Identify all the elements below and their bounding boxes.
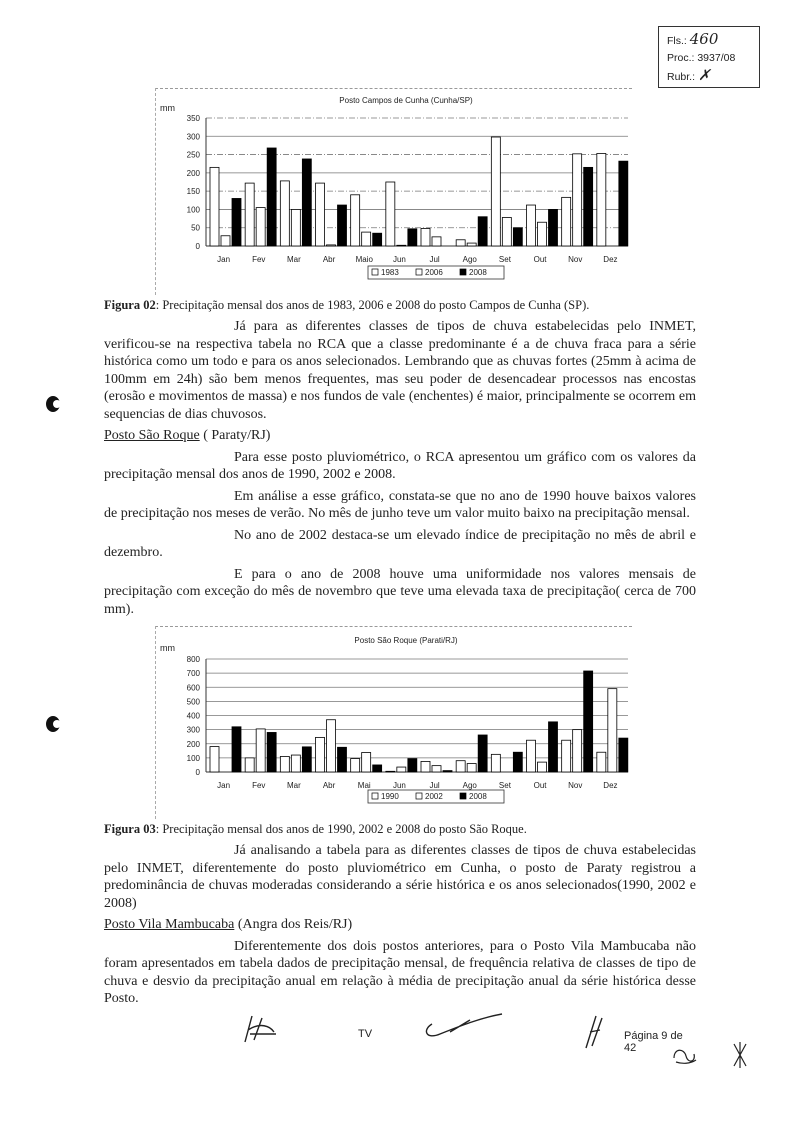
y-tick-label: 0 (195, 242, 200, 251)
legend-swatch-2002 (416, 793, 422, 799)
y-tick-label: 200 (186, 168, 200, 178)
bar-2008-Dez (619, 161, 628, 246)
legend-label-2002: 2002 (425, 792, 443, 801)
section-heading-vila-mambucaba (104, 916, 696, 934)
x-tick-label: Set (498, 255, 511, 264)
bar-1983-Nov (562, 197, 571, 246)
bar-2008-Ago (478, 217, 487, 246)
bar-1983-Fev (245, 183, 254, 246)
figure-2-caption (104, 297, 696, 313)
bar-2008-Nov (584, 671, 593, 772)
bar-1990-Ago (456, 761, 465, 772)
y-axis-label: mm (160, 103, 175, 113)
legend-swatch-1983 (372, 269, 378, 275)
caption-label: Figura 03 (104, 822, 156, 836)
bar-2008-Maio (373, 233, 382, 246)
bar-1983-Jun (386, 182, 395, 246)
bar-2008-Fev (267, 148, 276, 246)
bar-2006-Jul (432, 237, 441, 246)
x-tick-label: Jan (217, 781, 231, 790)
bar-2008-Mai (373, 765, 382, 772)
x-tick-label: Mai (357, 781, 371, 790)
bar-2008-Abr (338, 747, 347, 772)
bar-2008-Abr (338, 205, 347, 246)
bar-2002-Mai (362, 753, 371, 772)
chart-svg (156, 89, 632, 295)
y-axis-label: mm (160, 643, 175, 653)
paragraph: Em análise a esse gráfico, constata-se que no ano de 1990 houve baixos valores de precipitação nos meses de verão. No mês de junho teve um valor muito baixo na precipitação mensal. (104, 488, 696, 521)
x-tick-label: Abr (322, 255, 336, 264)
caption-text: : Precipitação mensal dos anos de 1990, 2002 e 2008 do posto São Roque. (155, 822, 527, 836)
bar-2008-Fev (267, 732, 276, 772)
legend-swatch-1990 (372, 793, 378, 799)
bar-2002-Dez (608, 689, 617, 772)
x-tick-label: Ago (462, 255, 477, 264)
bar-1990-Nov (562, 740, 571, 772)
figure-3-caption (104, 821, 696, 837)
page-number: Página 9 de 42 (624, 1029, 683, 1054)
bar-2008-Mar (302, 159, 311, 246)
bar-2008-Ago (478, 735, 487, 772)
bar-1983-Jan (210, 167, 219, 246)
bar-2008-Jan (232, 198, 241, 246)
bar-2006-Set (502, 217, 511, 246)
bar-2008-Jun (408, 759, 417, 772)
y-tick-label: 150 (186, 187, 200, 197)
bar-2002-Out (538, 762, 547, 772)
proc-label: Proc.: 3937/08 (667, 52, 736, 64)
bar-2006-Abr (327, 245, 336, 246)
legend-swatch-2008 (460, 269, 466, 275)
heading-underlined: Posto Vila Mambucaba (104, 917, 235, 932)
bar-2006-Ago (467, 243, 476, 246)
binder-hole-mark (46, 396, 60, 412)
text-column (104, 88, 696, 1068)
bar-1990-Fev (245, 758, 254, 772)
bar-1983-Ago (456, 240, 465, 246)
x-tick-label: Out (533, 781, 547, 790)
paragraph: No ano de 2002 destaca-se um elevado índice de precipitação no mês de abril e dezembro. (104, 527, 696, 560)
bar-1990-Mar (280, 756, 289, 772)
bar-2008-Jan (232, 727, 241, 772)
x-tick-label: Jul (429, 781, 440, 790)
bar-2008-Jun (408, 229, 417, 246)
fls-value: 460 (689, 30, 719, 48)
x-tick-label: Nov (568, 255, 583, 264)
bar-1983-Abr (316, 183, 325, 246)
signature-2 (420, 1012, 510, 1042)
signature-1 (240, 1012, 280, 1046)
y-tick-label: 300 (186, 725, 200, 735)
bar-1990-Jul (421, 761, 430, 772)
chart-sao-roque (155, 626, 632, 819)
y-tick-label: 350 (186, 114, 200, 123)
y-tick-label: 800 (186, 655, 200, 664)
bar-1990-Abr (316, 737, 325, 772)
y-tick-label: 0 (195, 768, 200, 777)
paragraph: E para o ano de 2008 houve uma uniformidade nos valores mensais de precipitação com exceção do mês de novembro que teve uma elevada taxa de precipitação( cerca de 700 mm). (104, 566, 696, 617)
y-tick-label: 250 (186, 150, 200, 160)
y-tick-label: 700 (186, 669, 200, 679)
bar-1990-Set (491, 754, 500, 772)
paragraph: Para esse posto pluviométrico, o RCA apresentou um gráfico com os valores da precipitação mensal dos anos de 1990, 2002 e 2008. (104, 449, 696, 482)
bar-2002-Ago (467, 764, 476, 772)
chart-title: Posto São Roque (Parati/RJ) (354, 636, 458, 645)
binder-hole-mark (46, 716, 60, 732)
y-tick-label: 200 (186, 739, 200, 749)
x-tick-label: Nov (568, 781, 583, 790)
x-tick-label: Fev (252, 255, 266, 264)
rubr-label: Rubr.: (667, 71, 696, 83)
legend-label-2008: 2008 (469, 792, 487, 801)
y-tick-label: 100 (186, 205, 200, 215)
bar-2006-Out (538, 222, 547, 246)
legend-swatch-2006 (416, 269, 422, 275)
legend-label-1983: 1983 (381, 268, 399, 277)
section-heading-sao-roque (104, 427, 696, 445)
x-tick-label: Jul (429, 255, 440, 264)
x-tick-label: Mar (287, 781, 301, 790)
bar-2002-Abr (327, 720, 336, 772)
x-tick-label: Ago (462, 781, 477, 790)
bar-1990-Out (527, 740, 536, 772)
x-tick-label: Abr (322, 781, 336, 790)
bar-1990-Dez (597, 752, 606, 772)
y-tick-label: 300 (186, 132, 200, 142)
y-tick-label: 100 (186, 753, 200, 763)
footer-initials: TV (358, 1027, 373, 1040)
x-tick-label: Out (533, 255, 547, 264)
bar-2002-Jul (432, 766, 441, 772)
heading-underlined: Posto São Roque (104, 428, 200, 443)
bar-2008-Dez (619, 738, 628, 772)
signature-5 (730, 1040, 750, 1070)
bar-2008-Nov (584, 167, 593, 246)
paragraph: Já para as diferentes classes de tipos de chuva estabelecidas pelo INMET, verificou-se na respectiva tabela no RCA que a classe predominante é a de chuva fraca para a série histórica como um todo e para os anos selecionados. Lembrando que as chuvas fortes (25mm à acima de 100mm em 24h) são bem menos frequentes, mas seu poder de desencadear processos nas encostas (erosão e movimentos de massa) e nos fundos de vale (enchentes) é maior, principalmente se ocorrem em sequencias de dias chuvosos. (104, 319, 696, 422)
paragraph: Já analisando a tabela para as diferentes classes de tipos de chuva estabelecidas pelo INMET, diferentemente do posto pluviométrico em Cunha, o posto de Paraty registrou a predominância de chuvas moderadas considerando a série histórica e os anos selecionados(1990, 2002 e 2008) (104, 843, 696, 911)
legend-label-2006: 2006 (425, 268, 443, 277)
bar-2008-Set (513, 228, 522, 246)
chart-campos-de-cunha (155, 88, 632, 295)
bar-1990-Jun (386, 771, 395, 772)
y-tick-label: 600 (186, 683, 200, 693)
x-tick-label: Fev (252, 781, 266, 790)
rubr-signature: ✗ (697, 66, 711, 84)
x-tick-label: Maio (355, 255, 373, 264)
x-tick-label: Jan (217, 255, 231, 264)
caption-text: : Precipitação mensal dos anos de 1983, 2006 e 2008 do posto Campos de Cunha (SP). (155, 298, 590, 312)
bar-2008-Out (549, 209, 558, 246)
bar-1983-Out (527, 205, 536, 246)
bar-2002-Fev (256, 729, 265, 772)
bar-1983-Set (491, 137, 500, 246)
chart-svg (156, 627, 632, 819)
bar-1983-Dez (597, 153, 606, 246)
x-tick-label: Mar (287, 255, 301, 264)
bar-2006-Maio (362, 232, 371, 246)
chart-title: Posto Campos de Cunha (Cunha/SP) (339, 96, 473, 105)
heading-rest: (Angra dos Reis/RJ) (234, 917, 353, 932)
legend-label-2008: 2008 (469, 268, 487, 277)
bar-2008-Out (549, 722, 558, 772)
y-tick-label: 500 (186, 697, 200, 707)
bar-1990-Mai (351, 759, 360, 772)
x-tick-label: Dez (603, 781, 618, 790)
bar-2002-Nov (573, 730, 582, 772)
bar-2008-Jul (443, 771, 452, 772)
bar-2008-Mar (302, 747, 311, 772)
legend-swatch-2008 (460, 793, 466, 799)
bar-1983-Mar (280, 181, 289, 246)
bar-1983-Jul (421, 228, 430, 246)
bar-1990-Jan (210, 747, 219, 772)
bar-2002-Mar (291, 755, 300, 772)
signature-4 (670, 1046, 698, 1066)
bar-2008-Set (513, 752, 522, 772)
y-tick-label: 50 (191, 223, 200, 233)
x-tick-label: Jun (392, 781, 406, 790)
fls-label: Fls.: (667, 35, 687, 47)
bar-2006-Jan (221, 236, 230, 246)
bar-2002-Jun (397, 767, 406, 772)
caption-label: Figura 02 (104, 298, 156, 312)
x-tick-label: Set (498, 781, 511, 790)
signature-3 (580, 1012, 610, 1050)
bar-2006-Nov (573, 154, 582, 246)
bar-1983-Maio (351, 195, 360, 246)
protocol-stamp (658, 26, 760, 88)
x-tick-label: Dez (603, 255, 618, 264)
heading-rest: ( Paraty/RJ) (199, 428, 271, 443)
bar-2006-Fev (256, 208, 265, 246)
legend-label-1990: 1990 (381, 792, 399, 801)
page-footer (104, 1012, 696, 1068)
bar-2006-Jun (397, 245, 406, 246)
paragraph: Diferentemente dos dois postos anteriores, para o Posto Vila Mambucaba não foram apresentados em tabela dados de precipitação mensal, de frequência relativa de classes de tipo de chuva e desvio da precipitação anual em relação à média de precipitação anual da série histórica desse Posto. (104, 938, 696, 1006)
y-tick-label: 400 (186, 711, 200, 721)
x-tick-label: Jun (392, 255, 406, 264)
bar-2006-Mar (291, 209, 300, 246)
